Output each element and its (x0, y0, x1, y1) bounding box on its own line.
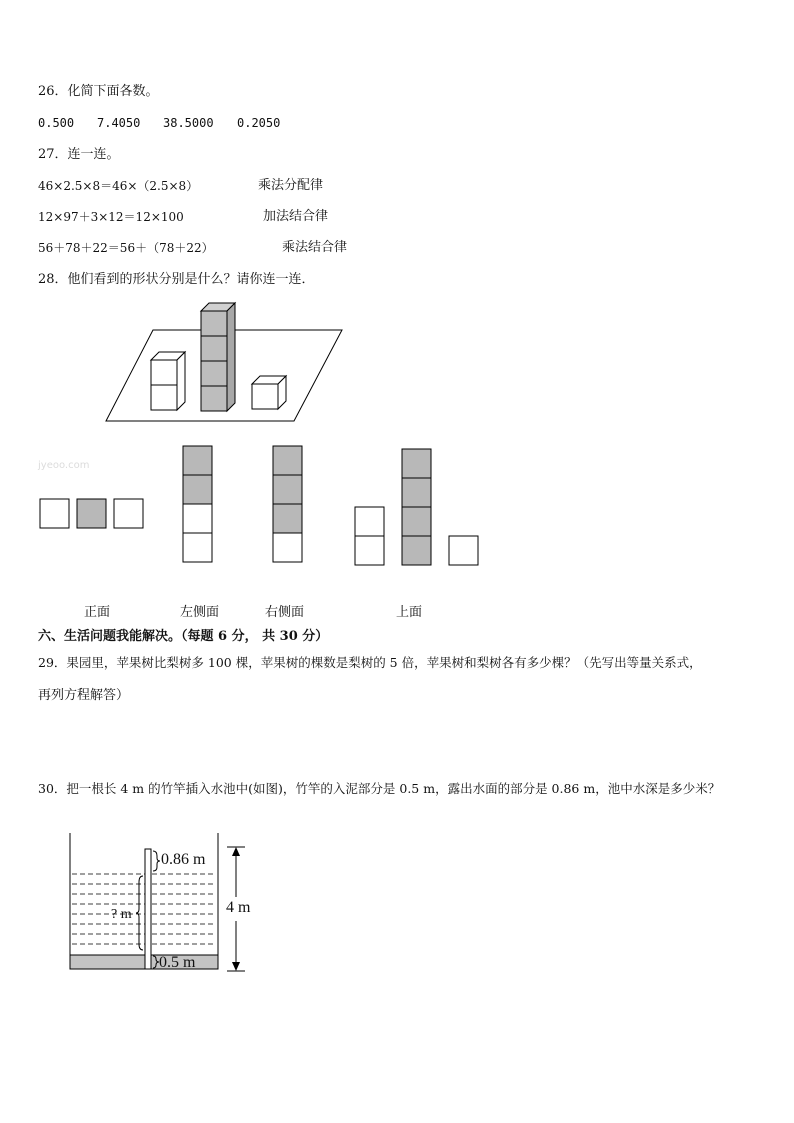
view-label-right: 右侧面 (265, 605, 305, 620)
mud-layer (70, 955, 218, 969)
section-6-heading: 六、生活问题我能解决。（每题 6 分， 共 30 分） (38, 629, 329, 644)
view-shape-column-a (183, 446, 212, 562)
q27-expression: 12×97＋3×12＝12×100 (38, 210, 184, 224)
label-total-length: 4 m (226, 899, 251, 916)
q26-title: 26．化简下面各数。 (38, 84, 159, 99)
left-cube-stack (151, 352, 185, 410)
label-exposed-length: 0.86 m (161, 851, 206, 868)
q29-text-line1: 29．果园里，苹果树比梨树多 100 棵，苹果树的棵数是梨树的 5 倍，苹果树和梨树各有多少棵？（先写出等量关系式， (38, 655, 702, 670)
water-brace (136, 876, 143, 950)
single-cube (252, 376, 286, 409)
top-brace (153, 851, 160, 871)
tall-cube-stack (201, 303, 235, 411)
q27-law: 乘法分配律 (258, 178, 324, 193)
label-mud-depth: 0.5 m (159, 954, 196, 971)
q27-law: 乘法结合律 (282, 240, 348, 255)
q27-law: 加法结合律 (263, 209, 329, 224)
pool-figure (70, 833, 245, 971)
q27-expression: 56＋78＋22＝56＋（78＋22） (38, 241, 214, 255)
view-shape-row (40, 499, 143, 528)
q26-number: 0.500 (38, 116, 75, 130)
view-label-front: 正面 (84, 605, 111, 620)
q29-text-line2: 再列方程解答） (38, 688, 130, 703)
q27-title: 27．连一连。 (38, 147, 120, 162)
view-label-top: 上面 (396, 605, 423, 620)
q30-text: 30．把一根长 4 m 的竹竿插入水池中(如图)，竹竿的入泥部分是 0.5 m，露出水面的部分是 0.86 m，池中水深是多少米？ (38, 781, 721, 796)
q26-number: 7.4050 (97, 116, 141, 130)
q26-number: 38.5000 (163, 116, 214, 130)
watermark: jyeoo.com (38, 460, 90, 471)
view-label-left: 左侧面 (180, 605, 220, 620)
view-shape-column-b (273, 446, 302, 562)
q27-expression: 46×2.5×8＝46×（2.5×8） (38, 179, 199, 193)
view-shape-side-by-side (355, 449, 478, 565)
q28-title: 28．他们看到的形状分别是什么？请你连一连． (38, 272, 315, 287)
label-water-depth: ? m (111, 907, 132, 922)
water-lines (72, 874, 216, 944)
bamboo-pole (145, 849, 151, 969)
block-arrangement-figure (106, 303, 342, 421)
q26-number: 0.2050 (237, 116, 281, 130)
